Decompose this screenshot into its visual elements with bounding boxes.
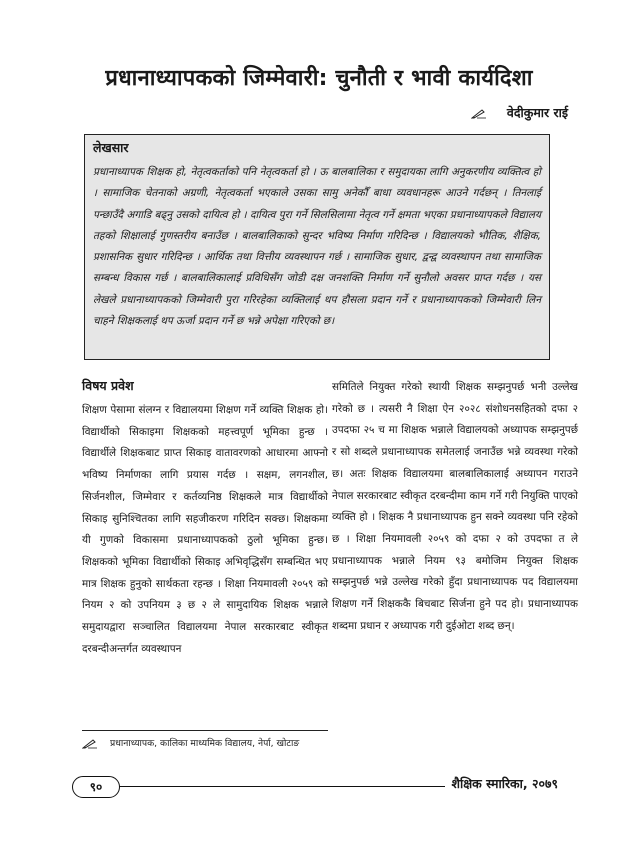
right-column <box>332 377 578 637</box>
author-name: वेदीकुमार राई <box>506 105 568 120</box>
pen-icon <box>471 107 487 119</box>
page-number: ९० <box>72 776 120 798</box>
section-heading: विषय प्रवेश <box>82 378 134 393</box>
pen-icon <box>82 737 98 749</box>
left-column-text: शिक्षण पेसामा संलग्न र विद्यालयमा शिक्षण गर्ने व्यक्ति शिक्षक हो। विद्यार्थीको सिकाइमा शिक्षकको महत्त्वपूर्ण भूमिका हुन्छ । विद्यार्थीले शिक्षकबाट प्राप्त सिकाइ वातावरणको आधारमा आफ्नो भविष्य निर्माणका लागि प्रयास गर्दछ । सक्षम, लगनशील, सिर्जनशील, जिम्मेवार र कर्तव्यनिष्ठ शिक्षकले मात्र विद्यार्थीको सिकाइ सुनिश्चितका लागि सहजीकरण गरिदिन सक्छ। शिक्षकमा यी गुणको विकासमा प्रधानाध्यापकको ठुलो भूमिका हुन्छ। शिक्षकको भूमिका विद्यार्थीको सिकाइ अभिवृद्धिसँग सम्बन्धित भए मात्र शिक्षक हुनुको सार्थकता रहन्छ । शिक्षा नियमावली २०५९ को नियम २ को उपनियम ३ छ २ ले सामुदायिक शिक्षक भन्नाले समुदायद्वारा सञ्चालित विद्यालयमा नेपाल सरकारबाट स्वीकृत दरबन्दीअन्तर्गत व्यवस्थापन <box>82 404 328 655</box>
author-line <box>471 104 568 121</box>
footnote-text: प्रधानाध्यापक, कालिका माध्यमिक विद्यालय, नेर्पा, खोटाङ <box>110 738 300 749</box>
article-title: प्रधानाध्यापकको जिम्मेवारी: चुनौती र भावी कार्यदिशा <box>105 66 533 91</box>
footnote-divider <box>82 730 328 731</box>
right-column-text: समितिले नियुक्त गरेको स्थायी शिक्षक सम्झनुपर्छ भनी उल्लेख गरेको छ । त्यसरी नै शिक्षा ऐन २०२८ संशोधनसहितको दफा २ उपदफा २५ च मा शिक्षक भन्नाले विद्यालयको अध्यापक सम्झनुपर्छ र सो शब्दले प्रधानाध्यापक समेतलाई जनाउँछ भन्ने व्यवस्था गरेको छ। अतः शिक्षक विद्यालयमा बालबालिकालाई अध्यापन गराउने नेपाल सरकारबाट स्वीकृत दरबन्दीमा काम गर्ने गरी नियुक्ति पाएको व्यक्ति हो । शिक्षक नै प्रधानाध्यापक हुन सक्ने व्यवस्था पनि रहेको छ । शिक्षा नियमावली २०५९ को दफा २ को उपदफा त ले प्रधानाध्यापक भन्नाले नियम ९३ बमोजिम नियुक्त शिक्षक सम्झनुपर्छ भन्ने उल्लेख गरेको हुँदा प्रधानाध्यापक पद विद्यालयमा शिक्षण गर्ने शिक्षककै बिचबाट सिर्जना हुने पद हो। प्रधानाध्यापक शब्दमा प्रधान र अध्यापक गरी दुईओटा शब्द छन्। <box>332 381 578 632</box>
abstract-text: प्रधानाध्यापक शिक्षक हो, नेतृत्वकर्ताको पनि नेतृत्वकर्ता हो । ऊ बालबालिका र समुदायका लागि अनुकरणीय व्यक्तित्व हो । सामाजिक चेतनाको अग्रणी, नेतृत्वकर्ता भएकाले उसका सामु अनेकौँ बाधा व्यवधानहरू आउने गर्दछन् । तिनलाई पन्छाउँदै अगाडि बढ्नु उसको दायित्व हो । दायित्व पुरा गर्ने सिलसिलामा नेतृत्व गर्ने क्षमता भएका प्रधानाध्यापकले विद्यालय तहको शिक्षालाई गुणस्तरीय बनाउँछ । बालबालिकाको सुन्दर भविष्य निर्माण गरिदिन्छ । विद्यालयको भौतिक, शैक्षिक, प्रशासनिक सुधार गरिदिन्छ । आर्थिक तथा वित्तीय व्यवस्थापन गर्छ । सामाजिक सुधार, द्वन्द्व व्यवस्थापन तथा सामाजिक सम्बन्ध विकास गर्छ । बालबालिकालाई प्रविधिसँग जोडी दक्ष जनशक्ति निर्माण गर्ने सुनौलो अवसर प्राप्त गर्दछ । यस लेखले प्रधानाध्यापकको जिम्मेवारी पुरा गरिरहेका व्यक्तिलाई थप हौसला प्रदान गर्ने र प्रधानाध्यापकको जिम्मेवारी लिन चाहने शिक्षकलाई थप ऊर्जा प्रदान गर्ने छ भन्ने अपेक्षा गरिएको छ। <box>93 166 541 328</box>
left-column <box>82 376 328 660</box>
abstract-box <box>84 134 550 360</box>
abstract-heading: लेखसार <box>93 140 129 155</box>
footnote <box>82 736 299 749</box>
journal-name: शैक्षिक स्मारिका, २०७९ <box>445 775 558 792</box>
